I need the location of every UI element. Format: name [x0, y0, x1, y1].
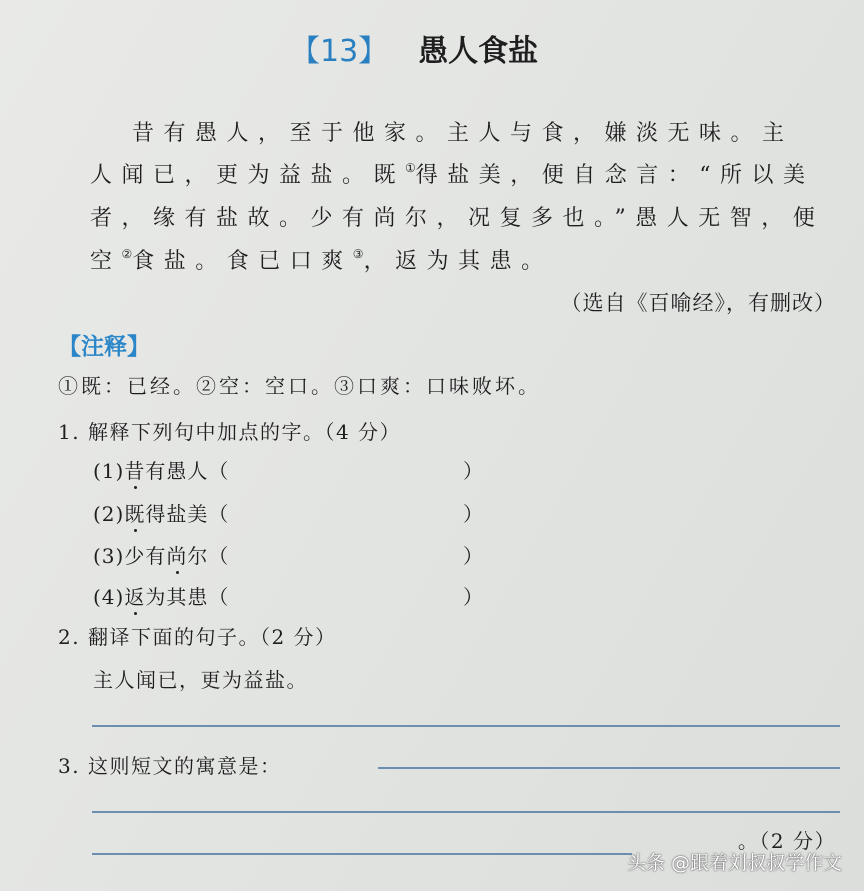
dotted-char: 昔 — [124, 459, 146, 483]
footnote-marker: ① — [405, 161, 416, 175]
item-text: 得盐美（ — [145, 502, 230, 526]
question-2: 2. 翻译下面的句子。（2 分） — [58, 625, 337, 649]
dotted-char: 尚 — [166, 544, 188, 568]
question-1: 1. 解释下列句中加点的字。（4 分） — [58, 420, 402, 444]
item-text: 尔（ — [187, 544, 230, 568]
item-text: 为其患（ — [145, 585, 230, 609]
notes-heading: 【注释】 — [58, 333, 150, 360]
text: ，返为其患。 — [363, 249, 553, 274]
answer-line[interactable] — [92, 811, 840, 813]
text: 人闻已，更为益盐。既 — [90, 163, 406, 188]
answer-blank[interactable]: ） — [463, 459, 484, 483]
item-number: (3) — [93, 544, 125, 568]
text: 得盐美，便自念言：“所以美 — [415, 163, 815, 188]
question-1-item — [93, 581, 484, 610]
item-number: (2) — [93, 502, 125, 526]
lesson-number: 【13】 — [290, 34, 389, 69]
text: 食盐。食已口爽 — [132, 249, 353, 274]
item-text: 少有 — [124, 544, 167, 568]
dotted-char: 返 — [124, 585, 146, 609]
title-text: 愚人食盐 — [418, 34, 539, 69]
answer-line[interactable] — [92, 725, 840, 727]
page-title — [290, 26, 538, 70]
notes-text: ①既：已经。②空：空口。③口爽：口味败坏。 — [58, 374, 541, 398]
dotted-char: 既 — [124, 502, 146, 526]
answer-line[interactable] — [378, 767, 840, 769]
question-3: 3. 这则短文的寓意是： — [58, 754, 282, 778]
passage-line-4 — [90, 244, 553, 275]
answer-blank[interactable]: ） — [463, 502, 484, 526]
question-1-item — [93, 455, 484, 484]
watermark: 头条 @跟着刘叔叔学作文 — [626, 852, 842, 874]
text: 空 — [90, 249, 122, 274]
question-1-item — [93, 540, 484, 569]
footnote-marker: ② — [121, 247, 133, 261]
item-number: (4) — [93, 585, 125, 609]
question-1-item — [93, 498, 484, 527]
footnote-marker: ③ — [352, 247, 364, 261]
question-2-sentence: 主人闻已，更为益盐。 — [93, 668, 308, 692]
item-number: (1) — [93, 459, 125, 483]
passage-line-3: 者，缘有盐故。少有尚尔，况复多也。”愚人无智，便 — [90, 206, 825, 231]
item-text: 有愚人（ — [145, 459, 230, 483]
question-3-score: 。（2 分） — [737, 829, 836, 853]
answer-blank[interactable]: ） — [463, 544, 484, 568]
passage-line-2 — [90, 158, 815, 189]
answer-line[interactable] — [92, 853, 632, 855]
passage-line-1: 昔有愚人，至于他家。主人与食，嫌淡无味。主 — [132, 121, 794, 146]
answer-blank[interactable]: ） — [463, 585, 484, 609]
source-citation: （选自《百喻经》，有删改） — [560, 291, 836, 315]
